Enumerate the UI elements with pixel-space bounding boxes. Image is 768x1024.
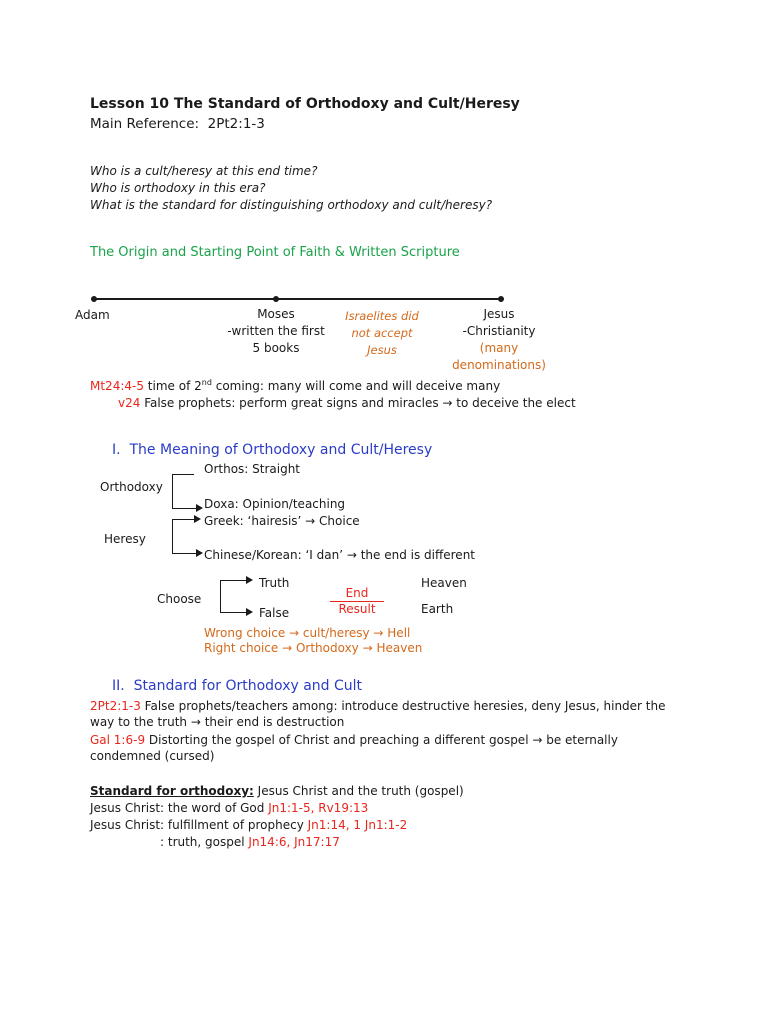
- pt2-line-1: [90, 699, 666, 713]
- gal-ref: Gal 1:6-9: [90, 733, 146, 747]
- orthodoxy-b: Doxa: Opinion/teaching: [204, 497, 346, 511]
- jesus-line-1: Jesus: [483, 307, 515, 321]
- jc1-text: Jesus Christ: the word of God: [90, 801, 269, 815]
- timeline-israelites: [340, 308, 424, 359]
- heresy-b: Chinese/Korean: ‘I dan’ → the end is different: [204, 548, 476, 562]
- israelites-line-1: Israelites did: [345, 309, 419, 323]
- jc-line-1: [90, 801, 368, 815]
- orthodoxy-bracket-bottom: [172, 508, 196, 509]
- jc3-refs: Jn14:6, Jn17:17: [248, 835, 340, 849]
- heresy-label: Heresy: [104, 532, 146, 546]
- v24-line: [118, 396, 576, 410]
- moses-line-1: Moses: [257, 307, 295, 321]
- gal-line-1: [90, 733, 618, 747]
- standard-label: Standard for orthodoxy:: [90, 784, 254, 798]
- orthodoxy-a: Orthos: Straight: [204, 462, 301, 476]
- section-2-title: Standard for Orthodoxy and Cult: [133, 678, 363, 694]
- choose-bracket-bottom: [220, 612, 246, 613]
- result-label: Result: [338, 602, 376, 616]
- v24-ref: v24: [118, 396, 141, 410]
- main-reference-value: 2Pt2:1-3: [207, 116, 265, 132]
- section-1-heading: [112, 442, 432, 458]
- end-result: [330, 586, 384, 617]
- question-3: What is the standard for distinguishing orthodoxy and cult/heresy?: [90, 198, 493, 212]
- jesus-line-2: -Christianity: [462, 324, 536, 338]
- v24-text: False prophets: perform great signs and miracles → to deceive the elect: [140, 396, 576, 410]
- jc-line-2: [90, 818, 407, 832]
- mt24-text-b: coming: many will come and will deceive many: [211, 379, 501, 393]
- orthodoxy-bracket-top: [172, 474, 194, 475]
- section-1-title: The Meaning of Orthodoxy and Cult/Heresy: [129, 442, 433, 458]
- section-1-num: I.: [112, 442, 121, 458]
- choose-label: Choose: [157, 592, 202, 606]
- timeline-dot-moses: [273, 296, 279, 302]
- timeline-moses: [226, 306, 326, 357]
- heaven-label: Heaven: [421, 576, 467, 590]
- jc3-text: : truth, gospel: [160, 835, 249, 849]
- main-reference: [90, 116, 265, 132]
- question-2: Who is orthodoxy in this era?: [90, 181, 266, 195]
- timeline-dot-jesus: [498, 296, 504, 302]
- orthodoxy-arrow-icon: [196, 504, 203, 512]
- pt2-ref: 2Pt2:1-3: [90, 699, 141, 713]
- choose-arrow-bottom-icon: [246, 608, 253, 616]
- mt24-ref: Mt24:4-5: [90, 379, 144, 393]
- timeline-adam: Adam: [75, 308, 110, 322]
- pt2-line-2: way to the truth → their end is destruction: [90, 715, 345, 729]
- israelites-line-2: not accept: [351, 326, 413, 340]
- jc1-refs: Jn1:1-5, Rv19:13: [268, 801, 369, 815]
- orthodoxy-bracket-vert: [172, 474, 173, 508]
- wrong-choice: Wrong choice → cult/heresy → Hell: [204, 626, 411, 640]
- moses-line-2: -written the first: [227, 324, 325, 338]
- timeline-jesus: [448, 306, 550, 374]
- section-2-heading: [112, 678, 362, 694]
- mt24-sup: nd: [201, 378, 212, 387]
- question-1: Who is a cult/heresy at this end time?: [90, 164, 318, 178]
- mt24-text-a: time of 2: [143, 379, 202, 393]
- heresy-a: Greek: ‘hairesis’ → Choice: [204, 514, 360, 528]
- heresy-arrow-top-icon: [194, 515, 201, 523]
- orthodoxy-label: Orthodoxy: [100, 480, 163, 494]
- choose-false: False: [259, 606, 290, 620]
- choose-bracket-top: [220, 580, 246, 581]
- jc2-refs: Jn1:14, 1 Jn1:1-2: [307, 818, 408, 832]
- heresy-bracket-vert: [172, 519, 173, 553]
- israelites-line-3: Jesus: [367, 343, 397, 357]
- timeline-dot-adam: [91, 296, 97, 302]
- timeline-line: [94, 298, 502, 300]
- page-title: Lesson 10 The Standard of Orthodoxy and Cult/Heresy: [90, 96, 520, 112]
- jesus-line-3: (many: [479, 341, 519, 355]
- gal-text-1: Distorting the gospel of Christ and preaching a different gospel → be eternally: [145, 733, 618, 747]
- standard-text: Jesus Christ and the truth (gospel): [253, 784, 464, 798]
- main-reference-label: Main Reference:: [90, 116, 200, 132]
- choose-arrow-top-icon: [246, 576, 253, 584]
- jesus-line-4: denominations): [452, 358, 546, 372]
- jc-line-3: [160, 835, 340, 849]
- right-choice: Right choice → Orthodoxy → Heaven: [204, 641, 423, 655]
- pt2-text-1: False prophets/teachers among: introduce destructive heresies, deny Jesus, hinder the: [140, 699, 666, 713]
- standard-line: [90, 784, 464, 798]
- gal-line-2: condemned (cursed): [90, 749, 215, 763]
- origin-heading: The Origin and Starting Point of Faith & Written Scripture: [90, 245, 460, 260]
- end-label: End: [330, 586, 384, 602]
- choose-bracket-vert: [220, 580, 221, 612]
- mt24-line: [90, 378, 500, 393]
- heresy-bracket-bottom: [172, 553, 196, 554]
- heresy-arrow-bottom-icon: [196, 549, 203, 557]
- heresy-bracket-top: [172, 519, 194, 520]
- moses-line-3: 5 books: [252, 341, 300, 355]
- choose-truth: Truth: [259, 576, 290, 590]
- section-2-num: II.: [112, 678, 125, 694]
- earth-label: Earth: [421, 602, 454, 616]
- jc2-text: Jesus Christ: fulfillment of prophecy: [90, 818, 308, 832]
